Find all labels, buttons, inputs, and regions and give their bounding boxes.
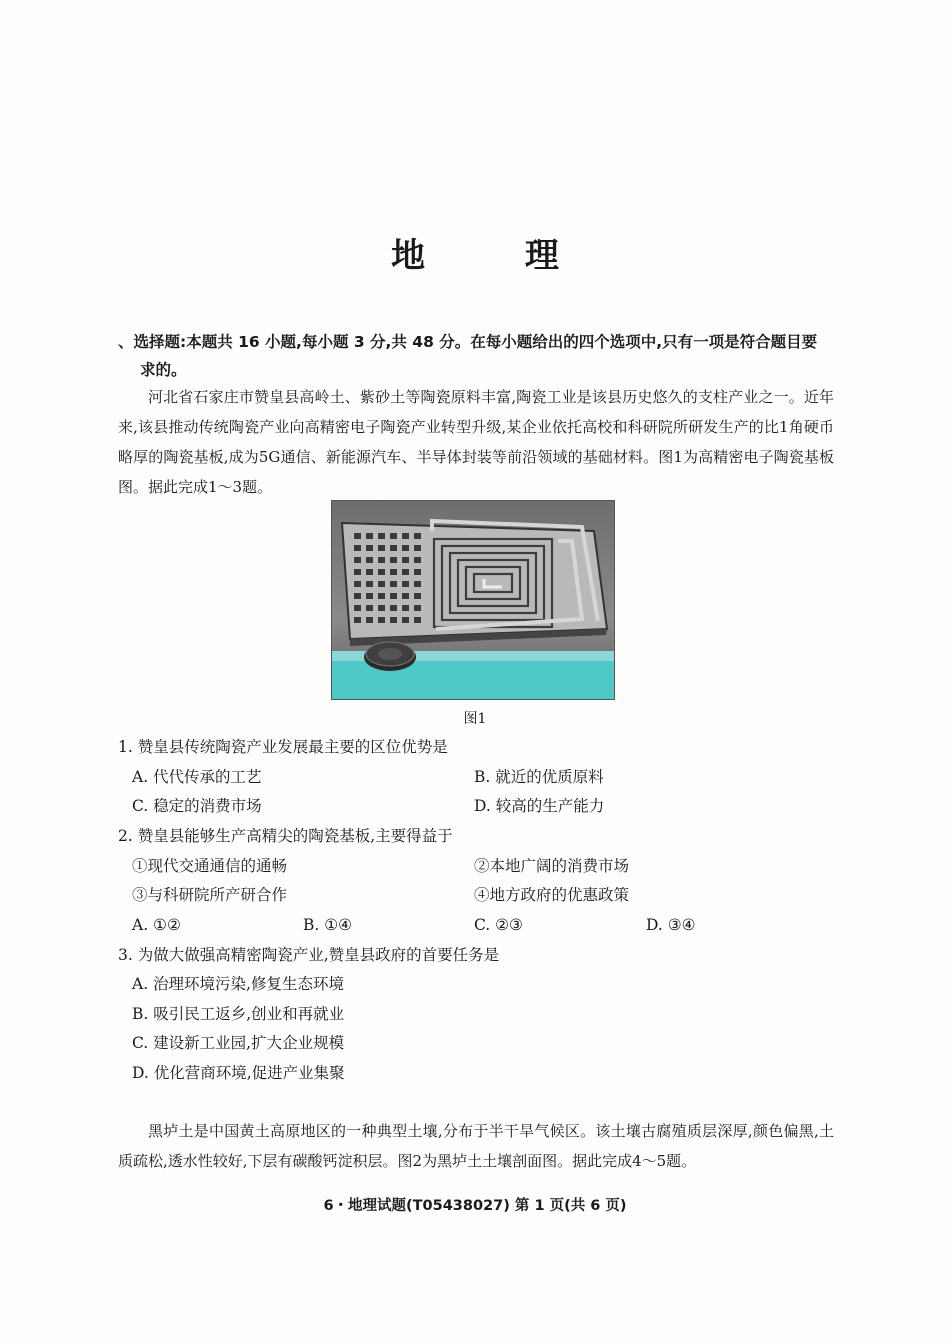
question-3-option-a: A. 治理环境污染,修复生态环境 (132, 975, 344, 993)
question-2-option-c: C. ②③ (474, 916, 523, 934)
question-1-stem: 1. 赞皇县传统陶瓷产业发展最主要的区位优势是 (118, 738, 448, 756)
figure-caption: 图1 (463, 711, 487, 727)
ceramic-substrate-photo (331, 500, 615, 700)
question-1-option-c: C. 稳定的消费市场 (132, 797, 262, 815)
section-heading-line1: 、选择题:本题共 16 小题,每小题 3 分,共 48 分。在每小题给出的四个选项中,只有一项是符合题目要 (118, 333, 818, 351)
question-1-option-a: A. 代代传承的工艺 (132, 768, 262, 786)
question-2-item-4: ④地方政府的优惠政策 (474, 886, 630, 904)
question-2-option-a: A. ①② (132, 916, 181, 934)
question-3-option-d: D. 优化营商环境,促进产业集聚 (132, 1064, 345, 1082)
question-1-option-b: B. 就近的优质原料 (474, 768, 604, 786)
question-2-option-d: D. ③④ (646, 916, 696, 934)
passage-1: 河北省石家庄市赞皇县高岭土、紫砂土等陶瓷原料丰富,陶瓷工业是该县历史悠久的支柱产业之一。近年来,该县推动传统陶瓷产业向高精密电子陶瓷产业转型升级,某企业依托高校和科研院所研发生产的比1角硬币略厚的陶瓷基板,成为5G通信、新能源汽车、半导体封装等前沿领域的基础材料。图1为高精密电子陶瓷基板图。据此完成1～3题。 (118, 388, 834, 496)
question-3-option-b: B. 吸引民工返乡,创业和再就业 (132, 1005, 345, 1023)
question-1-option-d: D. 较高的生产能力 (474, 797, 605, 815)
question-3-option-c: C. 建设新工业园,扩大企业规模 (132, 1034, 345, 1052)
question-2-option-b: B. ①④ (303, 916, 353, 934)
section-heading (118, 328, 834, 384)
page-title: 地 理 (391, 236, 603, 276)
question-2-item-3: ③与科研院所产研合作 (132, 886, 288, 904)
passage-2: 黑垆土是中国黄土高原地区的一种典型土壤,分布于半干旱气候区。该土壤古腐殖质层深厚,颜色偏黑,土质疏松,透水性较好,下层有碳酸钙淀积层。图2为黑垆土土壤剖面图。据此完成4～5题。 (118, 1122, 834, 1170)
question-3-stem: 3. 为做大做强高精密陶瓷产业,赞皇县政府的首要任务是 (118, 946, 500, 964)
question-2-item-1: ①现代交通通信的通畅 (132, 857, 288, 875)
question-2-stem: 2. 赞皇县能够生产高精尖的陶瓷基板,主要得益于 (118, 827, 453, 845)
section-heading-line2: 求的。 (140, 361, 187, 379)
page-footer: 6・地理试题(T05438027) 第 1 页(共 6 页) (323, 1198, 627, 1214)
question-2-item-2: ②本地广阔的消费市场 (474, 857, 630, 875)
